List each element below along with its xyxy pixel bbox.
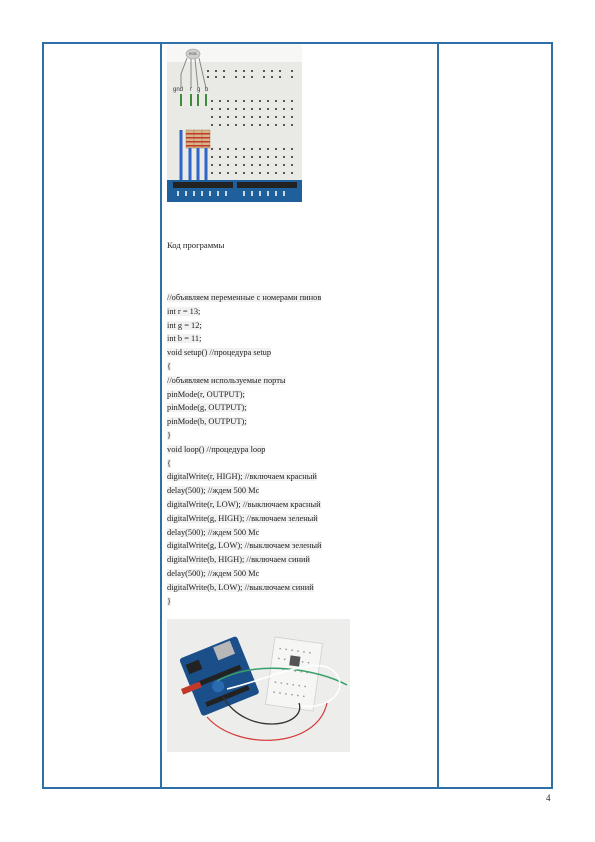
led-label: RGB: [189, 52, 197, 56]
code-line: [167, 291, 322, 305]
code-line: [167, 319, 322, 333]
code-line-text: pinMode(r, OUTPUT);: [167, 389, 245, 399]
code-line-text: pinMode(g, OUTPUT);: [167, 403, 247, 413]
code-line: [167, 346, 322, 360]
code-line: [167, 567, 322, 581]
section-heading: Код программы: [167, 240, 225, 250]
code-line-text: digitalWrite(g, HIGH); //включаем зеленый: [167, 513, 318, 523]
arduino-photo: [167, 619, 350, 752]
code-line-text: {: [167, 458, 172, 468]
code-line-text: digitalWrite(b, LOW); //выключаем синий: [167, 582, 314, 592]
code-line: [167, 443, 322, 457]
code-line: [167, 581, 322, 595]
code-line: [167, 470, 322, 484]
code-line: [167, 360, 322, 374]
code-line-text: void setup() //процедура setup: [167, 348, 272, 358]
column-divider-left: [160, 44, 162, 787]
code-block: [167, 291, 322, 608]
pin-label-b: b: [205, 87, 209, 93]
code-line-text: delay(500); //ждем 500 Мс: [167, 527, 260, 537]
code-line-text: delay(500); //ждем 500 Мс: [167, 486, 260, 496]
page-number: 4: [546, 793, 551, 803]
pin-label-r: r: [190, 87, 192, 93]
code-line-text: digitalWrite(r, LOW); //выключаем красный: [167, 499, 321, 509]
code-line: [167, 457, 322, 471]
code-line-text: }: [167, 596, 172, 606]
code-line-text: digitalWrite(b, HIGH); //включаем синий: [167, 555, 310, 565]
code-line: [167, 539, 322, 553]
code-line-text: delay(500); //ждем 500 Мс: [167, 568, 260, 578]
pin-label-gnd: gnd: [173, 87, 184, 93]
code-line: [167, 415, 322, 429]
code-line: [167, 388, 322, 402]
column-divider-right: [437, 44, 439, 787]
code-line-text: int b = 11;: [167, 334, 202, 344]
code-line-text: void loop() //процедура loop: [167, 444, 266, 454]
code-line: [167, 374, 322, 388]
code-line-text: int r = 13;: [167, 306, 201, 316]
code-line-text: pinMode(b, OUTPUT);: [167, 417, 247, 427]
breadboard-wiring-image: [167, 44, 302, 202]
code-line: [167, 429, 322, 443]
code-line: [167, 553, 322, 567]
code-line: [167, 595, 322, 609]
code-line: [167, 498, 322, 512]
code-line-text: //объявляем переменные с номерами пинов: [167, 293, 322, 302]
code-line: [167, 401, 322, 415]
code-line-text: digitalWrite(r, HIGH); //включаем красный: [167, 472, 317, 482]
code-line: [167, 332, 322, 346]
code-line-text: int g = 12;: [167, 320, 202, 330]
code-line: [167, 305, 322, 319]
code-line: [167, 512, 322, 526]
code-line-text: }: [167, 430, 172, 440]
code-line-text: digitalWrite(g, LOW); //выключаем зеленый: [167, 541, 322, 551]
code-line-text: {: [167, 361, 172, 371]
code-line: [167, 526, 322, 540]
code-line: [167, 484, 322, 498]
pin-label-g: g: [197, 87, 201, 93]
code-line-text: //объявляем используемые порты: [167, 375, 286, 385]
